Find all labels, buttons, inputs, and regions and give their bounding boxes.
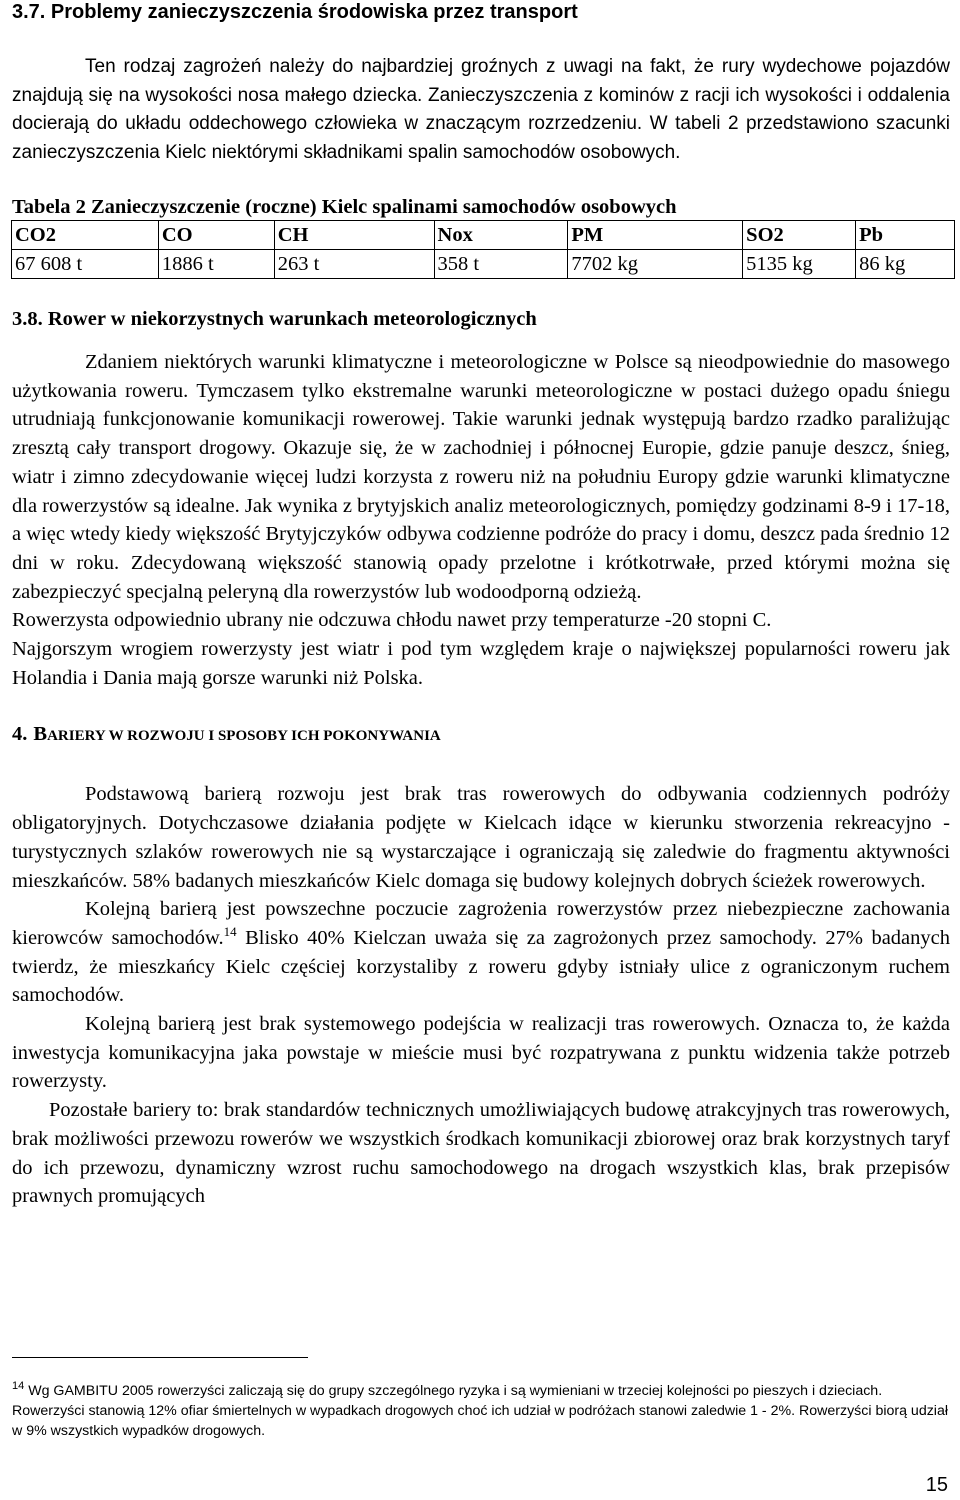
section-3-7-paragraph: Ten rodzaj zagrożeń należy do najbardziej groźnych z uwagi na fakt, że rury wydechowe pojazdów znajdują się na wysokości nosa małego dziecka. Zanieczyszczenia z kominów z racji ich wysokości i oddalenia docierają do układu oddechowego człowieka w znaczącym rozrzedzeniu. W tabeli 2 przedstawiono szacunki zanieczyszczenia Kielc niektórymi składnikami spalin samochodów osobowych.: [12, 56, 950, 163]
table-header-cell: SO2: [743, 221, 856, 250]
footnote-number: 14: [12, 1380, 25, 1392]
section-3-8-paragraph: Zdaniem niektórych warunki klimatyczne i meteorologiczne w Polsce są nieodpowiednie do masowego użytkowania roweru. Tymczasem tylko ekstremalne warunki meteorologiczne w postaci dużego opadu śniegu utrudniają funkcjonowanie komunikacji rowerowej. Takie warunki jednak występują bardzo rzadko paraliżując zresztą cały transport drogowy. Okazuje się, że w zachodniej i północnej Europie, gdzie panuje deszcz, śnieg, wiatr i zimno zdecydowanie więcej ludzi korzysta z roweru niż na południu Europy gdzie warunki klimatyczne dla rowerzystów są idealne. Jak wynika z brytyjskich analiz meteorologicznych, pomiędzy godzinami 8-9 i 17-18, a więc wtedy kiedy większość Brytyjczyków odbywa codzienne podróże do pracy i domu, deszcz pada średnio 12 dni w roku. Zdecydowaną większość stanowią opady przelotne i krótkotrwałe, przed którymi można się zabezpieczyć specjalną peleryną dla rowerzystów lub wodoodporną odzieżą.: [12, 351, 950, 603]
table-cell: 7702 kg: [568, 250, 743, 279]
chapter-4-paragraph: Pozostałe bariery to: brak standardów technicznych umożliwiających budowę atrakcyjnych tras rowerowych, brak możliwości przewozu rowerów we wszystkich środkach komunikacji zbiorowej oraz brak korzystnych taryf do ich przewozu, dynamiczny wzrost ruchu samochodowego na drogach wszystkich klas, brak przepisów prawnych promujących: [12, 1099, 950, 1208]
chapter-4-paragraph: [12, 895, 950, 1010]
table-cell: 263 t: [274, 250, 434, 279]
table-header-cell: CO2: [12, 221, 159, 250]
chapter-4-heading: [12, 720, 950, 749]
table-header-cell: PM: [568, 221, 743, 250]
table-cell: 86 kg: [856, 250, 955, 279]
table-header-cell: CO: [158, 221, 274, 250]
table-cell: 5135 kg: [743, 250, 856, 279]
footnote-separator: [12, 1357, 308, 1358]
document-page: [12, 0, 950, 1211]
paragraph-text: Kolejną barierą jest powszechne poczucie zagrożenia rowerzystów przez niebezpieczne zachowania kierowców samochodów.: [12, 898, 950, 949]
chapter-title: ARIERY W ROZWOJU I SPOSOBY ICH POKONYWANIA: [47, 728, 441, 745]
table-cell: 1886 t: [158, 250, 274, 279]
section-3-7-heading: 3.7. Problemy zanieczyszczenia środowiska przez transport: [12, 1, 578, 23]
chapter-4-paragraph: Podstawową barierą rozwoju jest brak tras rowerowych do odbywania codziennych podróży obligatoryjnych. Dotychczasowe działania podjęte w Kielcach idące w kierunku stworzenia rekreacyjno - turystycznych szlaków rowerowych nie są wystarczające i ograniczają się zaledwie do fragmentu aktywności mieszkańców. 58% badanych mieszkańców Kielc domaga się budowy kolejnych dobrych ścieżek rowerowych.: [12, 783, 950, 892]
table-2-caption: Tabela 2 Zanieczyszczenie (roczne) Kielc spalinami samochodów osobowych: [12, 196, 677, 218]
section-3-8-paragraph: Rowerzysta odpowiednio ubrany nie odczuwa chłodu nawet przy temperaturze -20 stopni C.: [12, 609, 772, 632]
table-cell: 358 t: [434, 250, 568, 279]
table-header-cell: Pb: [856, 221, 955, 250]
page-number: 15: [925, 1474, 948, 1496]
section-3-8-paragraph: Najgorszym wrogiem rowerzysty jest wiatr i pod tym względem kraje o największej popularności roweru jak Holandia i Dania mają gorsze warunki niż Polska.: [12, 638, 950, 689]
chapter-title-initial: B: [33, 723, 48, 746]
table-header-row: [12, 221, 955, 250]
paragraph-text: Blisko 40% Kielczan uważa się za zagrożonych przez samochody. 27% badanych twierdz, że mieszkańcy Kielc częściej korzystaliby z roweru gdyby istniały ulice z ograniczonym ruchem samochodów.: [12, 926, 950, 1007]
table-header-cell: CH: [274, 221, 434, 250]
chapter-4-paragraph: Kolejną barierą jest brak systemowego podejścia w realizacji tras rowerowych. Oznacza to, że każda inwestycja komunikacyjna jaka powstaje w mieście musi być rozpatrywana z punktu widzenia także potrzeb rowerzysty.: [12, 1013, 950, 1093]
table-row: [12, 250, 955, 279]
pollution-table: [11, 220, 955, 279]
footnote: [12, 1381, 950, 1441]
section-3-8-heading: 3.8. Rower w niekorzystnych warunkach meteorologicznych: [12, 308, 537, 330]
footnote-text: Wg GAMBITU 2005 rowerzyści zaliczają się do grupy szczególnego ryzyka i są wymieniani w trzeciej kolejności po pieszych i dzieciach. Rowerzyści stanowią 12% ofiar śmiertelnych w wypadkach drogowych choć ich udział w podróżach stanowi zaledwie 1 - 2%. Rowerzyści biorą udział w 9% wszystkich wypadków drogowych.: [12, 1383, 949, 1439]
chapter-number: 4.: [12, 723, 28, 746]
table-cell: 67 608 t: [12, 250, 159, 279]
footnote-reference: 14: [223, 923, 237, 939]
table-header-cell: Nox: [434, 221, 568, 250]
